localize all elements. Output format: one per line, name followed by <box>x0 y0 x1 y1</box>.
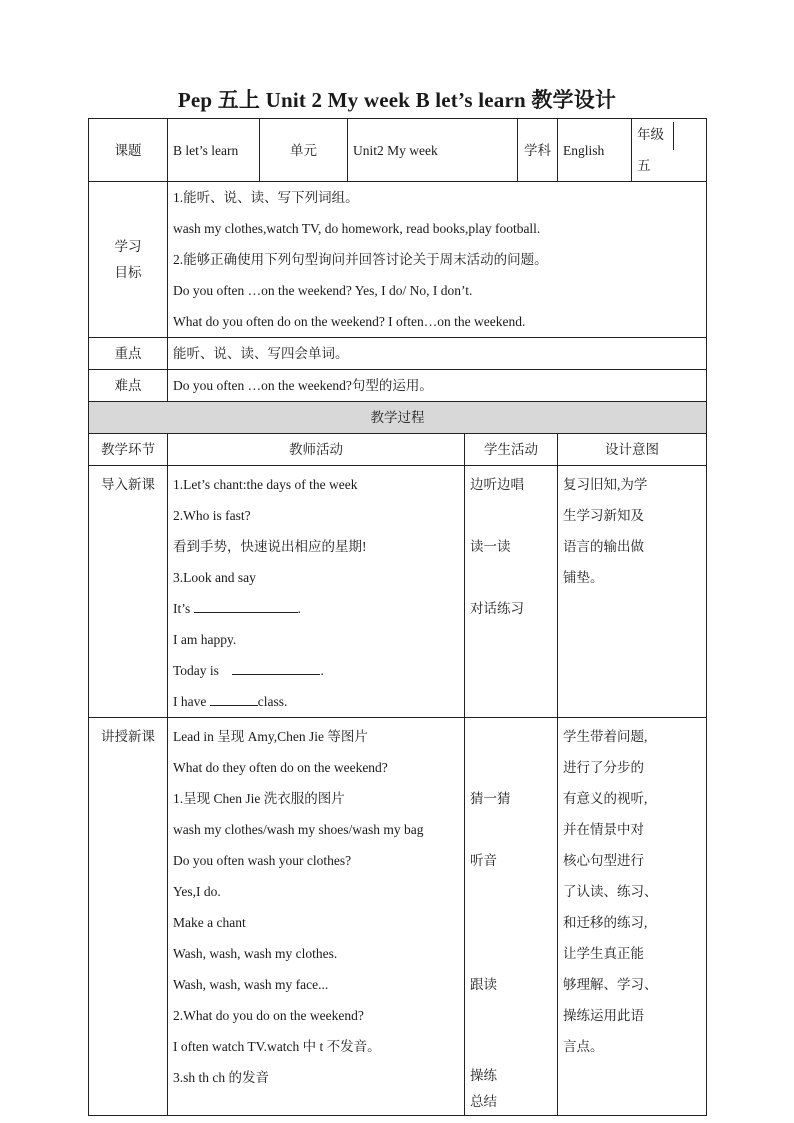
header-intent: 设计意图 <box>558 434 707 466</box>
goals-label: 学习 目标 <box>89 182 168 338</box>
header-stage: 教学环节 <box>89 434 168 466</box>
stage-name: 导入新课 <box>89 466 168 718</box>
info-row <box>89 119 707 182</box>
goal-line: 2.能够正确使用下列句型询问并回答讨论关于周末活动的问题。 <box>173 252 548 267</box>
student-activity: 猜一猜 听音 跟读 操练 总结 <box>465 718 558 1116</box>
teacher-activity: 1.Let’s chant:the days of the week 2.Who is fast? 看到手势，快速说出相应的星期! 3.Look and say It’s . I am happy. Today is . I have class. <box>168 466 465 718</box>
label-grade: 年级 <box>637 127 665 142</box>
lesson-plan-table <box>88 118 707 1116</box>
goal-line: Do you often …on the weekend? Yes, I do/ No, I don’t. <box>173 283 473 298</box>
page-title: Pep 五上 Unit 2 My week B let’s learn 教学设计 <box>177 88 617 112</box>
stage-row-new-lesson <box>89 718 707 1116</box>
stage-name: 讲授新课 <box>89 718 168 1116</box>
process-section-row <box>89 402 707 434</box>
design-intent: 复习旧知,为学 生学习新知及 语言的输出做 铺垫。 <box>558 466 707 718</box>
label-unit: 单元 <box>260 119 348 182</box>
process-section-title: 教学过程 <box>89 402 707 434</box>
header-teacher: 教师活动 <box>168 434 465 466</box>
key-point-text: 能听、说、读、写四会单词。 <box>168 338 707 370</box>
grade-cell <box>632 119 707 182</box>
stage-row-intro <box>89 466 707 718</box>
grade-value: 五 <box>637 158 651 173</box>
difficulty-row <box>89 370 707 402</box>
subject-value: English <box>558 119 632 182</box>
goals-row <box>89 182 707 338</box>
key-point-row <box>89 338 707 370</box>
goal-line: wash my clothes,watch TV, do homework, read books,play football. <box>173 221 541 236</box>
key-point-label: 重点 <box>89 338 168 370</box>
difficulty-label: 难点 <box>89 370 168 402</box>
topic-value: B let’s learn <box>168 119 260 182</box>
process-header-row <box>89 434 707 466</box>
header-student: 学生活动 <box>465 434 558 466</box>
goals-content <box>168 182 707 338</box>
student-activity: 边听边唱 读一读 对话练习 <box>465 466 558 718</box>
unit-value: Unit2 My week <box>348 119 518 182</box>
design-intent: 学生带着问题, 进行了分步的 有意义的视听, 并在情景中对 核心句型进行 了认读、练习、 和迁移的练习, 让学生真正能 够理解、学习、 操练运用此语 言点。 <box>558 718 707 1116</box>
goal-line: What do you often do on the weekend? I often…on the weekend. <box>173 314 526 329</box>
goal-line: 1.能听、说、读、写下列词组。 <box>173 190 359 205</box>
label-topic: 课题 <box>89 119 168 182</box>
difficulty-text: Do you often …on the weekend?句型的运用。 <box>168 370 707 402</box>
teacher-activity: Lead in 呈现 Amy,Chen Jie 等图片 What do they often do on the weekend? 1.呈现 Chen Jie 洗衣服的图片 wash my clothes/wash my shoes/wash my bag Do you often wash your clothes? Yes,I do. Make a chant Wash, wash, wash my clothes. Wash, wash, wash my face... 2.What do you do on the weekend? I often watch TV.watch 中 t 不发音。 3.sh th ch 的发音 <box>168 718 465 1116</box>
label-subject: 学科 <box>518 119 558 182</box>
